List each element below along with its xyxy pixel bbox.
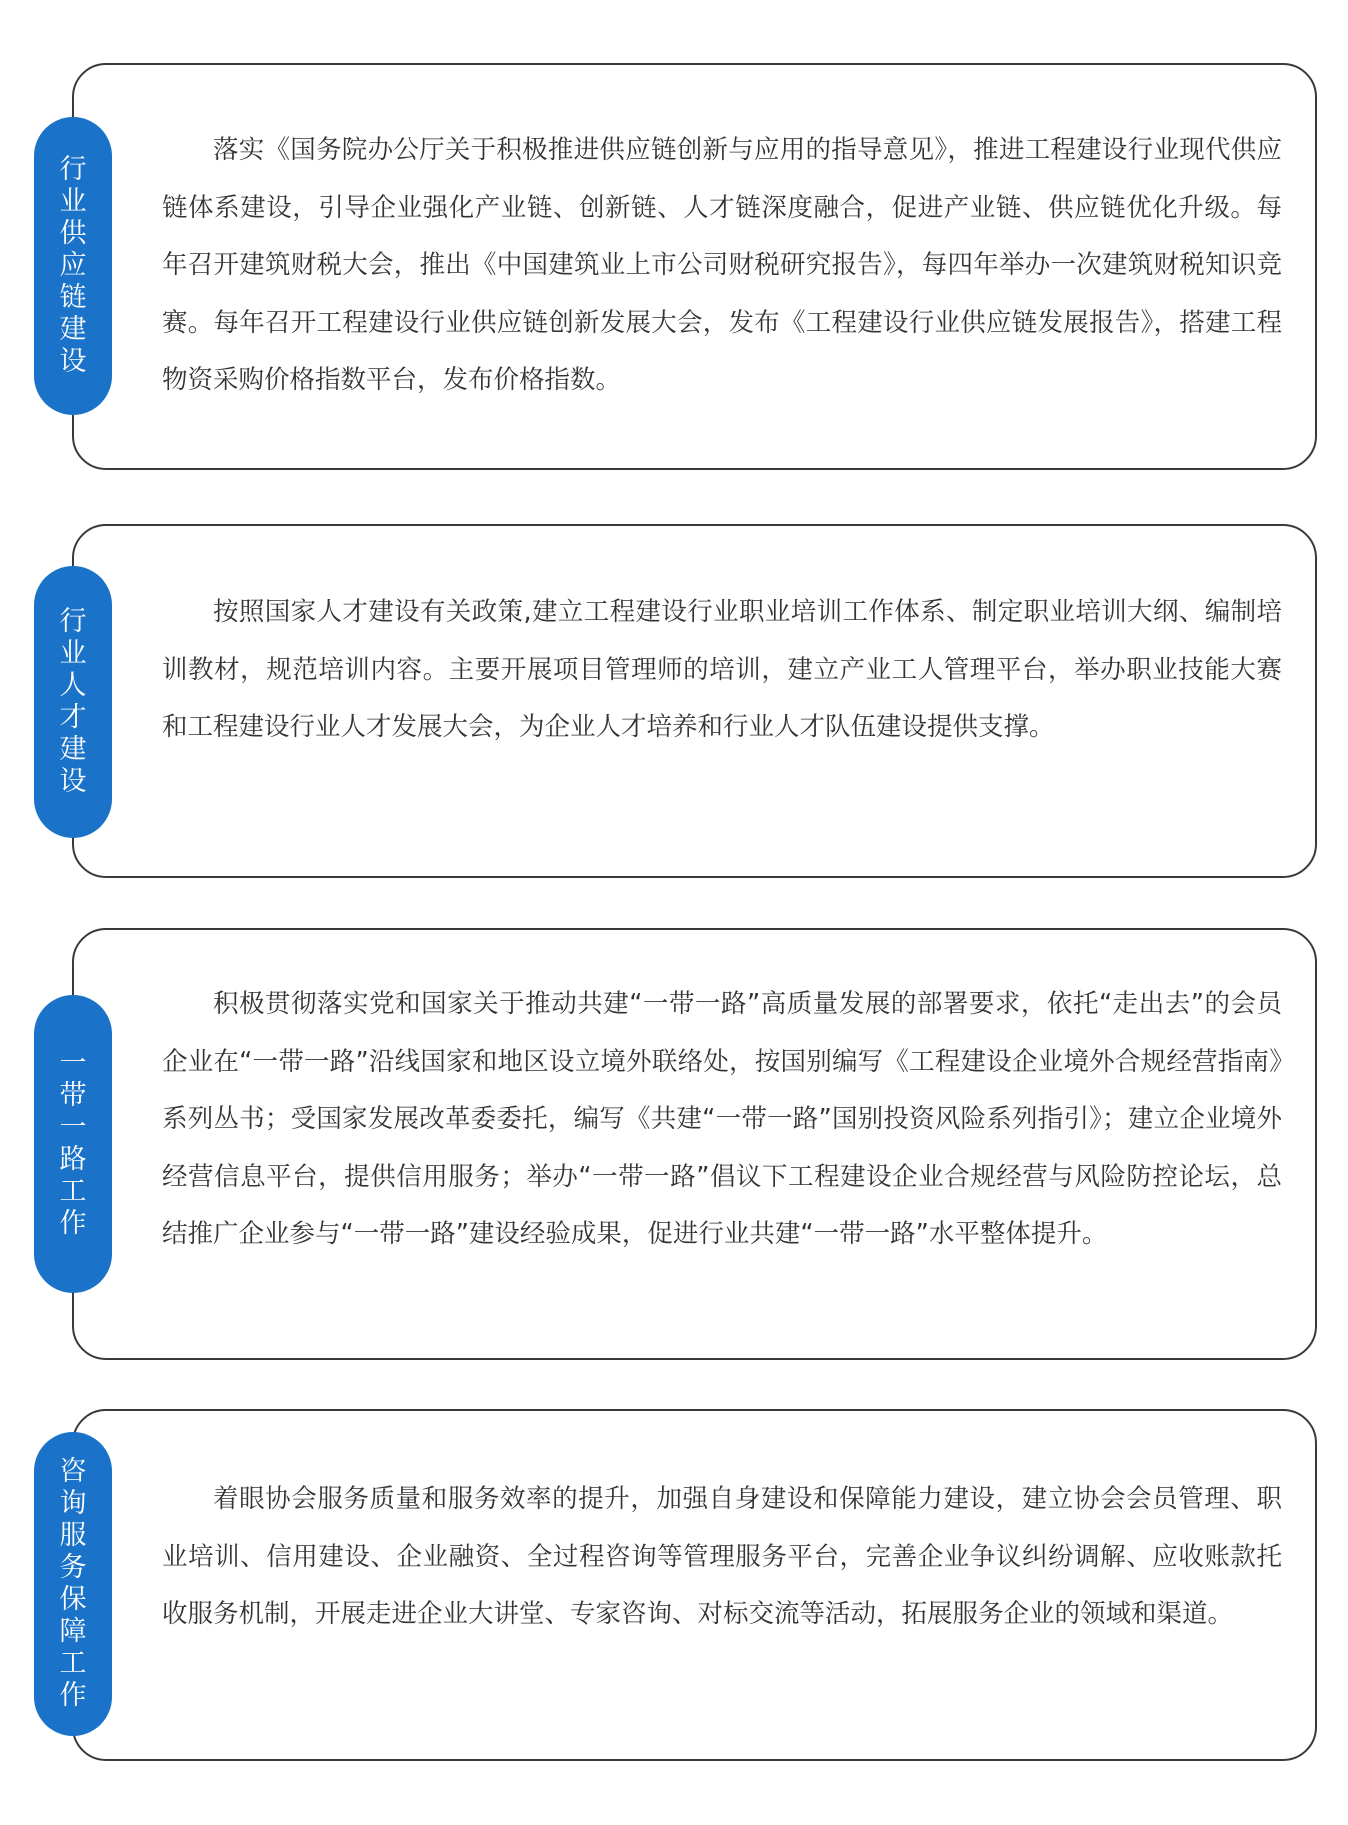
section-body-text: 积极贯彻落实党和国家关于推动共建“一带一路”高质量发展的部署要求，依托“走出去”的会员企业在“一带一路”沿线国家和地区设立境外联络处，按国别编写《工程建设企业境外合规经营指南》系列丛书；受国家发展改革委委托，编写《共建“一带一路”国别投资风险系列指引》；建立企业境外经营信息平台，提供信用服务；举办“一带一路”倡议下工程建设企业合规经营与风险防控论坛，总结推广企业参与“一带一路”建设经验成果，促进行业共建“一带一路”水平整体提升。 <box>162 989 1282 1250</box>
section-body-text: 落实《国务院办公厅关于积极推进供应链创新与应用的指导意见》，推进工程建设行业现代供应链体系建设，引导企业强化产业链、创新链、人才链深度融合，促进产业链、供应链优化升级。每年召开建筑财税大会，推出《中国建筑业上市公司财税研究报告》，每四年举办一次建筑财税知识竞赛。每年召开工程建设行业供应链创新发展大会，发布《工程建设行业供应链发展报告》，搭建工程物资采购价格指数平台，发布价格指数。 <box>162 135 1282 396</box>
section-label: 行业供应链建设 <box>59 154 87 377</box>
section-body-text: 按照国家人才建设有关政策,建立工程建设行业职业培训工作体系、制定职业培训大纲、编制培训教材，规范培训内容。主要开展项目管理师的培训，建立产业工人管理平台，举办职业技能大赛和工程建设行业人才发展大会，为企业人才培养和行业人才队伍建设提供支撑。 <box>162 597 1282 743</box>
section-body-text: 着眼协会服务质量和服务效率的提升，加强自身建设和保障能力建设，建立协会会员管理、职业培训、信用建设、企业融资、全过程咨询等管理服务平台，完善企业争议纠纷调解、应收账款托收服务机制，开展走进企业大讲堂、专家咨询、对标交流等活动，拓展服务企业的领域和渠道。 <box>162 1484 1282 1630</box>
section-label-badge <box>34 117 112 415</box>
section-label-badge <box>34 1432 112 1736</box>
section-label: 咨询服务保障工作 <box>59 1456 87 1711</box>
section-label-badge <box>34 566 112 838</box>
section-label: 行业人才建设 <box>59 606 87 797</box>
section-label-badge <box>34 995 112 1293</box>
section-label: 一带一路工作 <box>59 1048 87 1239</box>
